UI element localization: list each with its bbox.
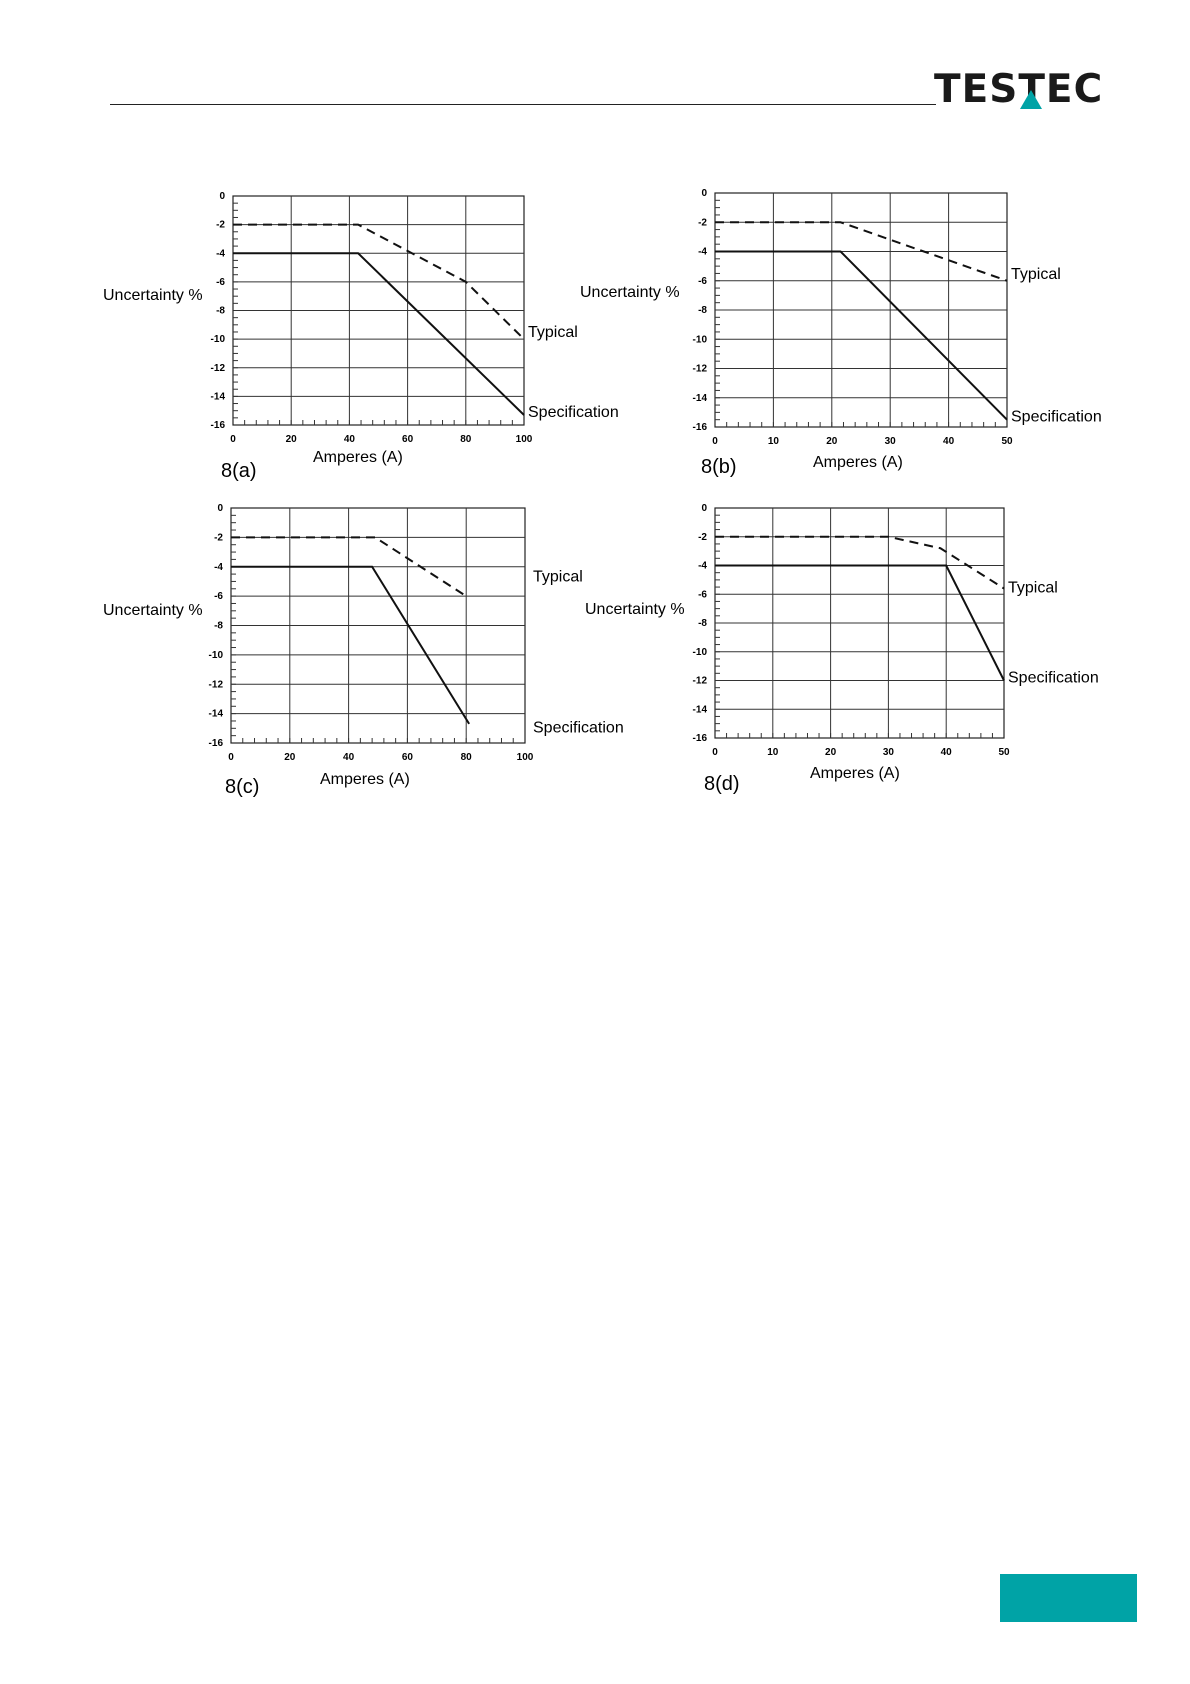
y-tick-label: -2 (214, 532, 223, 544)
series-line-typical (233, 225, 524, 340)
y-tick-label: -16 (692, 422, 707, 433)
x-tick-label: 0 (712, 747, 718, 758)
x-tick-label: 50 (998, 747, 1010, 758)
y-axis-label: Uncertainty % (580, 284, 680, 301)
plot-frame (231, 508, 525, 743)
y-tick-label: -12 (208, 679, 223, 691)
y-tick-label: -8 (698, 305, 707, 316)
x-tick-label: 0 (228, 752, 234, 763)
x-tick-label: 50 (1001, 436, 1013, 447)
x-tick-label: 20 (285, 434, 297, 445)
plot-frame (233, 196, 524, 425)
x-tick-label: 30 (882, 747, 894, 758)
y-tick-label: -2 (216, 219, 225, 231)
x-tick-label: 20 (284, 752, 296, 763)
y-tick-label: -10 (210, 334, 225, 346)
series-label-specification: Specification (1008, 669, 1099, 687)
x-tick-label: 40 (343, 434, 355, 445)
x-tick-label: 20 (826, 436, 838, 447)
x-axis-label: Amperes (A) (810, 765, 900, 782)
series-line-typical (231, 537, 466, 596)
logo-triangle-icon (1020, 90, 1042, 109)
y-tick-label: -8 (214, 620, 223, 632)
y-tick-label: 0 (219, 191, 225, 202)
series-line-typical (715, 222, 1007, 281)
series-label-typical: Typical (1008, 579, 1058, 597)
x-axis-label: Amperes (A) (813, 454, 903, 471)
panel-label: 8(a) (221, 460, 257, 482)
y-tick-label: -10 (692, 646, 707, 658)
y-tick-label: -6 (698, 589, 707, 601)
x-tick-label: 60 (402, 434, 414, 445)
series-line-specification (233, 253, 524, 415)
series-label-typical: Typical (533, 568, 583, 586)
x-tick-label: 0 (230, 434, 236, 445)
panel-label: 8(d) (704, 773, 740, 795)
y-tick-label: -16 (208, 738, 223, 749)
testec-logo (934, 66, 1134, 116)
panel-label: 8(c) (225, 776, 260, 798)
y-tick-label: -4 (698, 246, 707, 258)
footer-accent-block (1000, 1574, 1137, 1622)
x-tick-label: 100 (516, 752, 534, 763)
y-tick-label: -4 (698, 560, 707, 572)
y-tick-label: -10 (692, 334, 707, 346)
x-tick-label: 80 (460, 752, 472, 763)
x-tick-label: 80 (460, 434, 472, 445)
y-axis-label: Uncertainty % (103, 602, 203, 619)
y-tick-label: -12 (210, 362, 225, 374)
x-tick-label: 10 (767, 436, 779, 447)
x-tick-label: 40 (940, 747, 952, 758)
y-axis-label: Uncertainty % (103, 287, 203, 304)
y-tick-label: 0 (701, 188, 707, 199)
y-tick-label: -14 (210, 391, 225, 403)
y-tick-label: -14 (692, 392, 707, 404)
x-tick-label: 10 (767, 747, 779, 758)
x-axis-label: Amperes (A) (320, 771, 410, 788)
y-tick-label: -6 (214, 591, 223, 603)
y-tick-label: -8 (216, 305, 225, 317)
x-tick-label: 30 (884, 436, 896, 447)
series-line-typical (715, 537, 1004, 589)
series-label-typical: Typical (1011, 265, 1061, 283)
y-tick-label: 0 (217, 503, 223, 514)
y-tick-label: 0 (701, 503, 707, 514)
header-rule (110, 104, 936, 105)
x-tick-label: 40 (943, 436, 955, 447)
panel-label: 8(b) (701, 456, 737, 478)
y-tick-label: -2 (698, 531, 707, 543)
y-tick-label: -6 (216, 276, 225, 288)
y-tick-label: -8 (698, 618, 707, 629)
y-tick-label: -2 (698, 217, 707, 229)
y-tick-label: -16 (692, 733, 707, 744)
series-label-specification: Specification (528, 403, 619, 421)
series-label-specification: Specification (1011, 408, 1102, 426)
y-tick-label: -10 (208, 649, 223, 661)
y-axis-label: Uncertainty % (585, 601, 685, 618)
y-tick-label: -16 (210, 420, 225, 431)
series-label-typical: Typical (528, 324, 578, 342)
y-tick-label: -12 (692, 363, 707, 375)
x-tick-label: 60 (401, 752, 413, 763)
y-tick-label: -14 (692, 704, 707, 716)
logo-text: TESTEC (934, 67, 1104, 112)
x-tick-label: 100 (515, 434, 533, 445)
y-tick-label: -14 (208, 708, 223, 720)
series-line-specification (715, 566, 1004, 681)
y-tick-label: -6 (698, 275, 707, 287)
plot-frame (715, 508, 1004, 738)
x-tick-label: 40 (343, 752, 355, 763)
y-tick-label: -4 (214, 561, 223, 573)
y-tick-label: -4 (216, 248, 225, 260)
x-tick-label: 0 (712, 436, 718, 447)
series-line-specification (715, 252, 1007, 420)
plot-frame (715, 193, 1007, 427)
y-tick-label: -12 (692, 675, 707, 687)
x-tick-label: 20 (825, 747, 837, 758)
series-line-specification (231, 567, 469, 724)
x-axis-label: Amperes (A) (313, 449, 403, 466)
series-label-specification: Specification (533, 719, 624, 737)
